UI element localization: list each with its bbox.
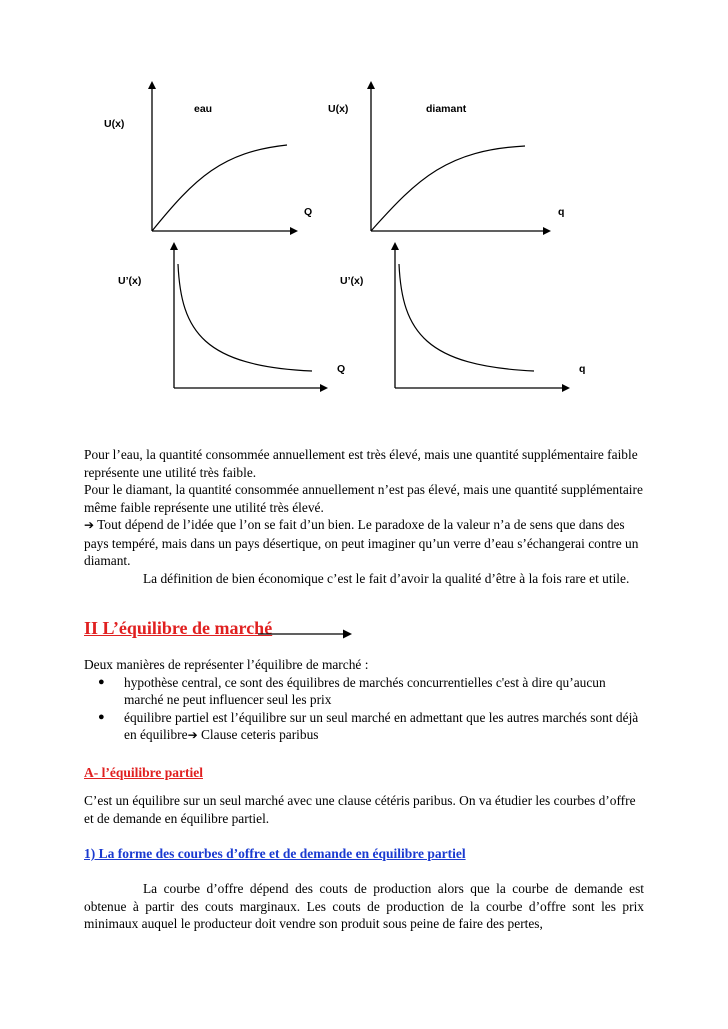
label-q-top: q — [558, 206, 565, 218]
subsectionA-text: C’est un équilibre sur un seul marché avec une clause cétéris paribus. On va étudier les courbes d’offre et de demande en équilibre partiel. — [84, 793, 636, 826]
chart-diamant-marginal — [395, 244, 568, 388]
chart-diamant-curve — [371, 146, 525, 231]
label-q-bottom: q — [579, 363, 586, 375]
intro-paradox — [84, 516, 644, 570]
intro-paragraph — [84, 446, 644, 587]
intro-definition: La définition de bien économique c’est le fait d’avoir la qualité d’être à la fois rare et utile. — [143, 570, 630, 586]
chart-eau-marginal-curve — [178, 264, 312, 371]
intro-water: Pour l’eau, la quantité consommée annuellement est très élevé, mais une quantité supplémentaire faible représente une utilité très faible. — [84, 447, 638, 480]
label-eau: eau — [194, 103, 213, 115]
intro-diamond: Pour le diamant, la quantité consommée annuellement n’est pas élevé, mais une quantité supplémentaire même faible représente une utilité très élevé. — [84, 482, 643, 515]
intro-paradox-text: Tout dépend de l’idée que l’on se fait d’un bien. Le paradoxe de la valeur n’a de sens que dans des pays tempéré, mais dans un pays désertique, on peut imaginer qu’un verre d’eau s’échangerai contre un diamant. — [84, 517, 639, 568]
subsection1-body — [84, 880, 644, 933]
section2-body — [84, 656, 644, 745]
arrow-icon: ➔ — [187, 728, 198, 742]
arrow-icon: ➔ — [84, 518, 95, 532]
bullet-hypothese: ● hypothèse central, ce sont des équilibres de marchés concurrentielles c'est à dire qu’aucun marché ne peut influencer seul les prix — [84, 674, 644, 709]
subsectionA-body — [84, 792, 644, 827]
subsection1-text: La courbe d’offre dépend des couts de production alors que la courbe de demande est obtenue à partir des couts marginaux. Les couts de production de la courbe d’offre sont les prix minimaux auquel le producteur doit vendre son produit sous peine de faire des pertes, — [84, 881, 644, 931]
label-upx-right: U’(x) — [340, 275, 364, 287]
section-title-equilibre: II L’équilibre de marché — [84, 618, 273, 638]
bullet-partiel-text: équilibre partiel est l’équilibre sur un seul marché en admettant que les autres marchés sont déjà en équilibre — [124, 709, 639, 742]
label-upx-left: U’(x) — [118, 275, 142, 287]
label-Q-top: Q — [304, 206, 313, 218]
chart-eau-marginal — [174, 244, 326, 388]
subsection-title-courbes: 1) La forme des courbes d’offre et de demande en équilibre partiel — [84, 846, 466, 861]
subsection-title-partiel: A- l’équilibre partiel — [84, 765, 203, 780]
bullet-partiel-clause: Clause ceteris paribus — [197, 727, 319, 742]
utility-charts — [0, 0, 728, 400]
label-ux-right: U(x) — [328, 103, 349, 115]
label-ux-left: U(x) — [104, 118, 125, 130]
label-Q-bottom: Q — [337, 363, 346, 375]
label-diamant: diamant — [426, 103, 467, 115]
chart-eau-curve — [152, 145, 287, 231]
bullet-partiel — [84, 709, 644, 745]
chart-eau-utility — [152, 83, 296, 231]
section2-bullets — [84, 674, 644, 745]
chart-diamant-marginal-curve — [399, 264, 534, 371]
section2-intro: Deux manières de représenter l’équilibre de marché : — [84, 657, 369, 672]
